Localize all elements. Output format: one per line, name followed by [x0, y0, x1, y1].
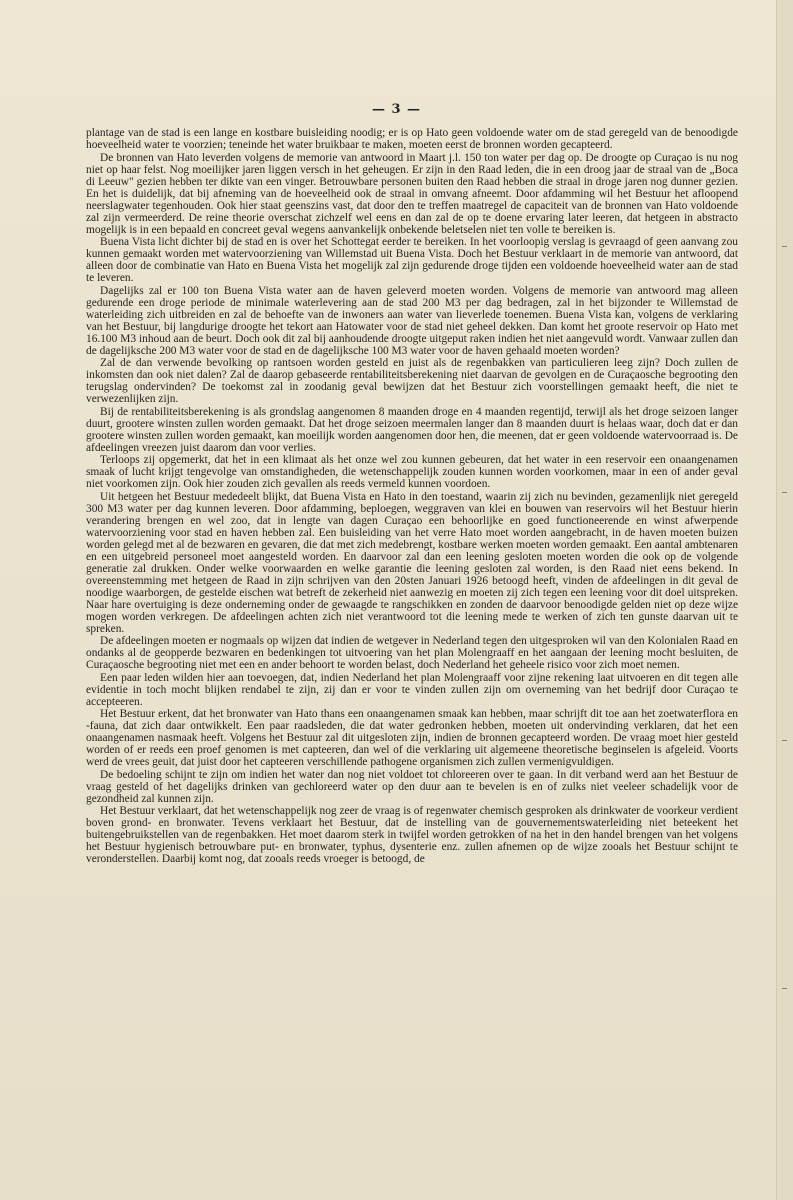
paragraph: Het Bestuur erkent, dat het bronwater van Hato thans een onaangenamen smaak kan hebben, maar schrijft dit toe aan het zoetwaterflora en -fauna, dat zich daar ontwikkelt. Een paar raadsleden, die dat water gedronken hebben, moeten uit ondervinding verklaren, dat het een onaangenamen nasmaak heeft. Volgens het Bestuur zal dit uitgesloten zijn, indien de bronnen gecapteerd worden. De vraag moet hier gesteld worden of er reeds een proef genomen is met capteeren, dan wel of die verklaring uit algemeene theoretische beginselen is afgeleid. Voorts werd de vrees geuit, dat juist door het capteeren verschillende pathogene organismen zich zullen vermenigvuldigen.	[86, 708, 738, 768]
paragraph: Het Bestuur verklaart, dat het wetenschappelijk nog zeer de vraag is of regenwater chemisch gesproken als drinkwater de voorkeur verdient boven grond- en bronwater. Tevens verklaart het Bestuur, dat de instelling van de gouvernementswaterleiding niet beteekent het buitengebruikstellen van de regenbakken. Het moet daarom sterk in twijfel worden getrokken of na het in den handel brengen van het volgens het Bestuur hygienisch betrouwbare put- en bronwater, typhus, dysenterie enz. zullen afnemen op de wijze zooals het Bestuur schijnt te veronderstellen. Daarbij komt nog, dat zooals reeds vroeger is betoogd, de	[86, 805, 738, 865]
page-right-margin	[776, 0, 793, 1200]
edge-mark	[782, 988, 787, 989]
body-text	[86, 127, 738, 866]
edge-mark	[782, 492, 787, 493]
paragraph: Een paar leden wilden hier aan toevoegen, dat, indien Nederland het plan Molengraaff voor zijne rekening laat uitvoeren en dit tegen alle evidentie in toch mocht blijken rendabel te zijn, zij dan er voor te vinden zullen zijn om overneming van het bedrijf door Curaçao te accepteeren.	[86, 671, 738, 708]
edge-mark	[782, 246, 787, 247]
paragraph: Zal de dan verwende bevolking op rantsoen worden gesteld en juist als de regenbakken van particulieren leeg zijn? Doch zullen de inkomsten dan ook niet dalen? Zal de daarop gebaseerde rentabiliteitsberekening niet daarvan de gevolgen en de Curaçaosche begrooting den terugslag ondervinden? De toekomst zal in zoodanig geval bewijzen dat het Bestuur zich voorstellingen gemaakt heeft, die niet te verwezenlijken zijn.	[86, 357, 738, 405]
paragraph: Bij de rentabiliteitsberekening is als grondslag aangenomen 8 maanden droge en 4 maanden regentijd, terwijl als het droge seizoen langer duurt, grootere winsten zullen worden gemaakt. Dat het droge seizoen meermalen langer dan 8 maanden duurt is helaas waar, doch dat er dan grootere winsten zullen worden gemaakt, kan moeilijk worden aangenomen door hen, die meenen, dat er geen voldoende watervoorraad is. De afdeelingen vreezen juist daarom dan voor verlies.	[86, 405, 738, 454]
paragraph: De afdeelingen moeten er nogmaals op wijzen dat indien de wetgever in Nederland tegen den uitgesproken wil van den Kolonialen Raad en ondanks al de geopperde bezwaren en bedenkingen tot uitvoering van het plan Molengraaff en het aangaan der leening mocht besluiten, de Curaçaosche begrooting niet met een en ander behoort te worden belast, doch Nederland het geheele risico voor zich moet nemen.	[86, 635, 738, 671]
paragraph: Terloops zij opgemerkt, dat het in een klimaat als het onze wel zou kunnen gebeuren, dat het water in een reservoir een onaangenamen smaak of lucht krijgt tengevolge van omstandigheden, die wetenschappelijk zouden kunnen worden voorkomen, maar in een of ander geval niet voorkomen zijn. Ook hier zouden zich gevallen als reeds vermeld kunnen voordoen.	[86, 454, 738, 490]
paragraph: De bedoeling schijnt te zijn om indien het water dan nog niet voldoet tot chloreeren over te gaan. In dit verband werd aan het Bestuur de vraag gesteld of het dagelijks drinken van gechloreerd water op den duur aan te bevelen is en of zulks niet veeleer schadelijk voor de gezondheid zal kunnen zijn.	[86, 768, 738, 805]
paragraph: Dagelijks zal er 100 ton Buena Vista water aan de haven geleverd moeten worden. Volgens de memorie van antwoord mag alleen gedurende een droge periode de minimale waterlevering aan de stad 200 M3 per dag bedragen, zal in het bijzonder te Willemstad de waterleiding zich uitbreiden en zal de behoefte van de inwoners aan water van lieverlede toenemen. Buena Vista kan, volgens de verklaring van het Bestuur, bij langdurige droogte het tekort aan Hatowater voor de stad niet geheel dekken. Dan komt het groote reservoir op Hato met 16.100 M3 inhoud aan de beurt. Doch ook dit zal bij aanhoudende droogte uitgeput raken indien het niet aangevuld wordt. Vanwaar zullen dan de dagelijksche 200 M3 water voor de stad en de dagelijksche 100 M3 water voor de haven gehaald moeten worden?	[86, 284, 738, 357]
paragraph: plantage van de stad is een lange en kostbare buisleiding noodig; er is op Hato geen voldoende water om de stad geregeld van de benoodigde hoeveelheid water te voorzien; teneinde het water bruikbaar te maken, moeten eerst de bronnen worden gecapteerd.	[86, 127, 738, 151]
paragraph: Uit hetgeen het Bestuur mededeelt blijkt, dat Buena Vista en Hato in den toestand, waarin zij zich nu bevinden, gezamenlijk niet geregeld 300 M3 water per dag kunnen leveren. Door afdamming, beploegen, weggraven van klei en bouwen van reservoirs wil het Bestuur hierin verandering brengen en wel zoo, dat in lengte van dagen Curaçao een behoorlijke en goed functioneerende en winst afwerpende watervoorziening voor stad en haven hebben zal. Een buisleiding van het verre Hato moet worden aangebracht, in de haven moeten buizen worden gelegd met al de bezwaren en gevaren, die dat met zich medebrengt, kostbare werken moeten worden gemaakt. Een aantal ambtenaren en een uitgebreid personeel moet aangesteld worden. En daarvoor zal dan een leening gesloten moeten worden die ook op de volgende generatie zal drukken. Onder welke voorwaarden en welke garantie die leening gesloten zal worden, is den Raad niet eens bekend. In overeenstemming met hetgeen de Raad in zijn schrijven van den 20sten Januari 1926 betoogd heeft, vinden de afdeelingen in dit geval de noodige waarborgen, de gestelde eischen wat betreft de zekerheid niet aanwezig en moeten zij zich tegen een leening voor dit doel uitspreken. Naar hare overtuiging is deze onderneming onder de gewaagde te rangschikken en zonden de daarvoor benoodigde gelden niet op deze wijze mogen worden verkregen. De afdeelingen achten zich niet verantwoord tot die leening mede te werken of zich ten gunste daarvan uit te spreken.	[86, 490, 738, 635]
paragraph: Buena Vista licht dichter bij de stad en is over het Schottegat eerder te bereiken. In het voorloopig verslag is gevraagd of geen aanvang zou kunnen gemaakt worden met watervoorziening van Willemstad uit Buena Vista. Doch het Bestuur verklaart in de memorie van antwoord, dat alleen door de combinatie van Hato en Buena Vista het mogelijk zal zijn gedurende droge tijden een voldoende hoeveelheid water aan de stad te leveren.	[86, 236, 738, 284]
paragraph: De bronnen van Hato leverden volgens de memorie van antwoord in Maart j.l. 150 ton water per dag op. De droogte op Curaçao is nu nog niet op haar felst. Nog moeilijker jaren liggen versch in het geheugen. Er zijn in den Raad leden, die in een droog jaar de straal van de „Boca di Leeuw" gezien hebben ter dikte van een vinger. Betrouwbare personen buiten den Raad hebben die straal in droge jaren nog dunner gezien. En het is duidelijk, dat bij afneming van de hoeveelheid ook de straal in omvang afneemt. Door afdamming wil het Bestuur het afloopend neerslagwater tegenhouden. Ook hier staat geenszins vast, dat door den te treffen maatregel de capaciteit van de bronnen van Hato voldoende zal zijn vermeerderd. De reine theorie overschat zichzelf wel eens en dan zal de op te doene ervaring later leeren, dat hetgeen in abstracto mogelijk is in een bepaald en concreet geval wegens aanvankelijk onbekende beletselen niet ten volle te bereiken is.	[86, 151, 738, 236]
edge-mark	[782, 740, 787, 741]
page-number: — 3 —	[371, 102, 422, 117]
